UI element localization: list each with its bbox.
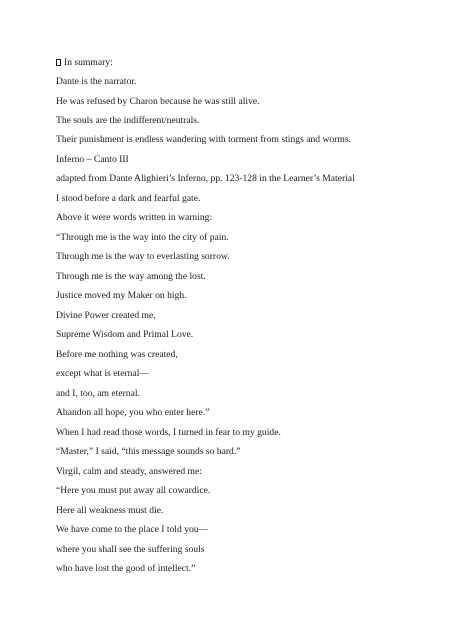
- text-line: Virgil, calm and steady, answered me:: [56, 466, 202, 477]
- summary-heading: [56, 57, 113, 69]
- text-line: where you shall see the suffering souls: [56, 544, 205, 555]
- text-line: Dante is the narrator.: [56, 76, 137, 87]
- text-line: “Through me is the way into the city of pain.: [56, 232, 229, 243]
- summary-heading-text: In summary:: [64, 57, 113, 68]
- text-line: The souls are the indifferent/neutrals.: [56, 115, 200, 126]
- text-line: Above it were words written in warning:: [56, 212, 213, 223]
- text-line: He was refused by Charon because he was still alive.: [56, 96, 260, 107]
- text-line: “Here you must put away all cowardice.: [56, 485, 211, 496]
- text-line: Justice moved my Maker on high.: [56, 290, 187, 301]
- text-line: Divine Power created me,: [56, 310, 156, 321]
- poem-title: Inferno – Canto III: [56, 154, 129, 165]
- bullet-box-icon: [56, 59, 61, 66]
- text-line: and I, too, am eternal.: [56, 388, 140, 399]
- text-line: Through me is the way among the lost.: [56, 271, 206, 282]
- text-line: Before me nothing was created,: [56, 349, 178, 360]
- text-line: Here all weakness must die.: [56, 505, 164, 516]
- text-line: “Master,” I said, “this message sounds so hard.”: [56, 446, 241, 457]
- text-line: except what is eternal—: [56, 368, 149, 379]
- text-line: We have come to the place I told you—: [56, 524, 209, 535]
- text-line: Supreme Wisdom and Primal Love.: [56, 329, 194, 340]
- text-line: Through me is the way to everlasting sorrow.: [56, 251, 230, 262]
- source-note: adapted from Dante Alighieri’s Inferno, pp. 123-128 in the Learner’s Material: [56, 173, 355, 184]
- text-line: Abandon all hope, you who enter here.”: [56, 407, 210, 418]
- text-line: Their punishment is endless wandering with torment from stings and worms.: [56, 134, 351, 145]
- text-line: I stood before a dark and fearful gate.: [56, 193, 201, 204]
- text-line: who have lost the good of intellect.”: [56, 563, 196, 574]
- text-line: When I had read those words, I turned in fear to my guide.: [56, 427, 281, 438]
